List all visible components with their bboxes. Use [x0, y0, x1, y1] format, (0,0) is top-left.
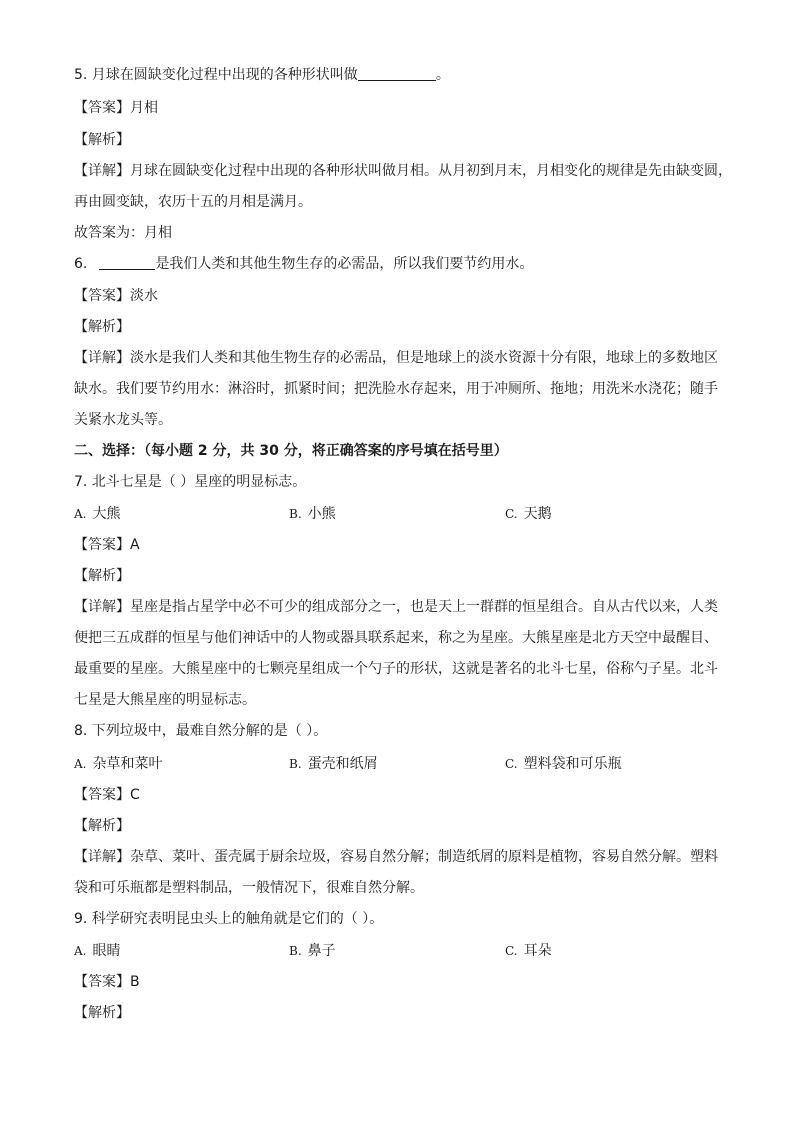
q5-conclusion-text: 故答案为：月相	[74, 225, 172, 241]
q8-option-b-label: B.	[289, 757, 302, 771]
q6-detail-text-2: 缺水。我们要节约用水：淋浴时，抓紧时间；把洗脸水存起来，用于冲厕所、拖地；用洗米水浇花；随手	[74, 381, 718, 397]
analysis-label: 【解析】	[74, 132, 130, 148]
q9-option-a	[74, 941, 120, 961]
q6-number: 6.	[74, 256, 88, 272]
q6-detail-line-2	[74, 379, 718, 399]
q5-conclusion	[74, 223, 172, 243]
q7-option-c	[505, 504, 552, 524]
q5-stem-prefix: 5. 月球在圆缺变化过程中出现的各种形状叫做	[74, 67, 358, 83]
q8-option-b-text: 蛋壳和纸屑	[307, 756, 378, 772]
q9-analysis	[74, 1003, 130, 1023]
answer-label: 【答案】	[74, 100, 130, 116]
q5-answer-blank	[358, 66, 436, 81]
answer-label: 【答案】	[74, 974, 130, 990]
q8-option-a	[74, 754, 162, 774]
q5-detail-text-1: 月球在圆缺变化过程中出现的各种形状叫做月相。从月初到月末，月相变化的规律是先由缺变圆，	[130, 163, 732, 179]
section-heading	[74, 441, 508, 461]
q8-option-c-label: C.	[505, 757, 518, 771]
q5-detail-line-2	[74, 192, 312, 212]
q9-option-b-label: B.	[289, 944, 302, 958]
q7-option-a-text: 大熊	[92, 506, 121, 522]
q6-detail-line-3	[74, 410, 172, 430]
analysis-label: 【解析】	[74, 319, 130, 335]
q6-stem	[74, 254, 533, 274]
q9-stem-text: 9. 科学研究表明昆虫头上的触角就是它们的（ ）。	[74, 911, 384, 927]
q6-stem-text: 是我们人类和其他生物生存的必需品，所以我们要节约用水。	[155, 256, 534, 272]
q7-option-b-label: B.	[289, 507, 302, 521]
q7-option-a	[74, 504, 120, 524]
q9-option-c	[505, 941, 552, 961]
q5-answer	[74, 98, 158, 118]
q6-detail-line-1	[74, 348, 718, 368]
answer-label: 【答案】	[74, 787, 130, 803]
section-title: 二、选择：（每小题 2 分，共 30 分，将正确答案的序号填在括号里）	[74, 443, 508, 459]
q7-stem	[74, 472, 306, 492]
q5-detail-line-1	[74, 161, 732, 181]
q8-detail-line-2	[74, 878, 424, 898]
q7-option-c-text: 天鹅	[523, 506, 552, 522]
q5-stem-suffix: 。	[435, 67, 450, 83]
q8-option-a-text: 杂草和菜叶	[92, 756, 163, 772]
q7-detail-line-2	[74, 628, 718, 648]
detail-label: 【详解】	[74, 599, 130, 615]
q8-detail-line-1	[74, 847, 718, 867]
q8-answer	[74, 785, 140, 805]
q5-stem	[74, 65, 450, 85]
q8-stem-text: 8. 下列垃圾中，最难自然分解的是（ ）。	[74, 723, 328, 739]
q9-option-b-text: 鼻子	[307, 943, 336, 959]
q7-stem-text: 7. 北斗七星是（ ）星座的明显标志。	[74, 474, 307, 490]
q7-detail-line-1	[74, 597, 718, 617]
q6-detail-text-3: 关紧水龙头等。	[74, 412, 172, 428]
q5-detail-text-2: 再由圆变缺，农历十五的月相是满月。	[74, 194, 312, 210]
q9-option-a-label: A.	[74, 944, 87, 958]
q7-option-b-text: 小熊	[307, 506, 336, 522]
q8-option-a-label: A.	[74, 757, 87, 771]
q7-detail-text-3: 最重要的星座。大熊星座中的七颗亮星组成一个勺子的形状，这就是著名的北斗七星，俗称勺子星。北斗	[74, 661, 718, 677]
q9-option-c-text: 耳朵	[523, 943, 552, 959]
answer-label: 【答案】	[74, 537, 130, 553]
q7-detail-text-4: 七星是大熊星座的明显标志。	[74, 692, 256, 708]
q9-answer	[74, 972, 140, 992]
q8-option-c-text: 塑料袋和可乐瓶	[523, 756, 622, 772]
q5-analysis	[74, 130, 130, 150]
q7-option-b	[289, 504, 336, 524]
q8-stem	[74, 721, 327, 741]
answer-label: 【答案】	[74, 288, 130, 304]
q9-stem	[74, 909, 383, 929]
q8-detail-text-2: 袋和可乐瓶都是塑料制品，一般情况下，很难自然分解。	[74, 880, 424, 896]
analysis-label: 【解析】	[74, 1005, 130, 1021]
q9-option-a-text: 眼睛	[92, 943, 121, 959]
q8-answer-text: C	[130, 787, 140, 803]
q9-answer-text: B	[130, 974, 140, 990]
q7-detail-text-2: 便把三五成群的恒星与他们神话中的人物或器具联系起来，称之为星座。大熊星座是北方天空中最醒目、	[74, 630, 718, 646]
q8-option-b	[289, 754, 378, 774]
q7-answer	[74, 535, 140, 555]
q6-answer	[74, 286, 158, 306]
q8-detail-text-1: 杂草、菜叶、蛋壳属于厨余垃圾，容易自然分解；制造纸屑的原料是植物，容易自然分解。塑料	[130, 849, 718, 865]
q9-option-b	[289, 941, 336, 961]
q8-analysis	[74, 816, 130, 836]
detail-label: 【详解】	[74, 350, 130, 366]
q7-analysis	[74, 566, 130, 586]
q5-answer-text: 月相	[130, 100, 158, 116]
q6-detail-text-1: 淡水是我们人类和其他生物生存的必需品，但是地球上的淡水资源十分有限，地球上的多数地区	[130, 350, 718, 366]
analysis-label: 【解析】	[74, 568, 130, 584]
detail-label: 【详解】	[74, 849, 130, 865]
q7-answer-text: A	[130, 537, 140, 553]
q6-analysis	[74, 317, 130, 337]
analysis-label: 【解析】	[74, 818, 130, 834]
detail-label: 【详解】	[74, 163, 130, 179]
q7-option-c-label: C.	[505, 507, 518, 521]
q7-detail-line-4	[74, 690, 256, 710]
q7-detail-line-3	[74, 659, 718, 679]
q7-option-a-label: A.	[74, 507, 87, 521]
q9-option-c-label: C.	[505, 944, 518, 958]
q8-option-c	[505, 754, 622, 774]
q7-detail-text-1: 星座是指占星学中必不可少的组成部分之一，也是天上一群群的恒星组合。自从古代以来，人类	[130, 599, 718, 615]
q6-answer-blank	[99, 255, 155, 270]
q6-answer-text: 淡水	[130, 288, 158, 304]
